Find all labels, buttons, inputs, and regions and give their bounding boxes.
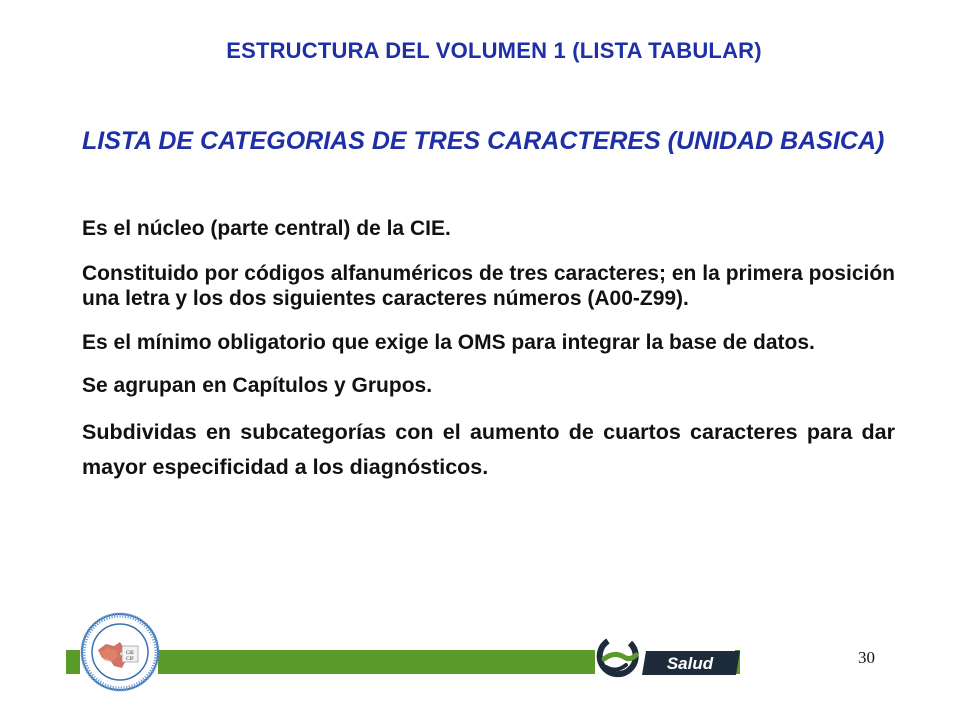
salud-logo-icon: [590, 633, 740, 687]
cemece-seal-icon: [80, 612, 160, 692]
slide-title: ESTRUCTURA DEL VOLUMEN 1 (LISTA TABULAR): [226, 38, 762, 63]
paragraph-nucleus: Es el núcleo (parte central) de la CIE.: [82, 217, 451, 240]
footer-green-bar-left: [66, 650, 80, 674]
svg-text:CIE: CIE: [125, 651, 135, 656]
slide-body: [82, 216, 895, 485]
page-number: 30: [858, 648, 875, 667]
paragraph-minimum: Es el mínimo obligatorio que exige la OMS para integrar la base de datos.: [82, 331, 815, 354]
footer-green-bar: [158, 650, 595, 674]
paragraph-subdivision: Subdividas en subcategorías con el aumento de cuartos caracteres para dar mayor especificidad a los diagnósticos.: [82, 420, 895, 479]
svg-text:CIF: CIF: [126, 657, 134, 662]
paragraph-grouping: Se agrupan en Capítulos y Grupos.: [82, 374, 433, 397]
svg-text:Salud: Salud: [666, 654, 714, 673]
slide-subtitle: LISTA DE CATEGORIAS DE TRES CARACTERES (UNIDAD BASICA): [82, 127, 885, 155]
paragraph-composition: Constituido por códigos alfanuméricos de tres caracteres; en la primera posición una letra y los dos siguientes caracteres números (A00-Z99).: [82, 262, 895, 310]
